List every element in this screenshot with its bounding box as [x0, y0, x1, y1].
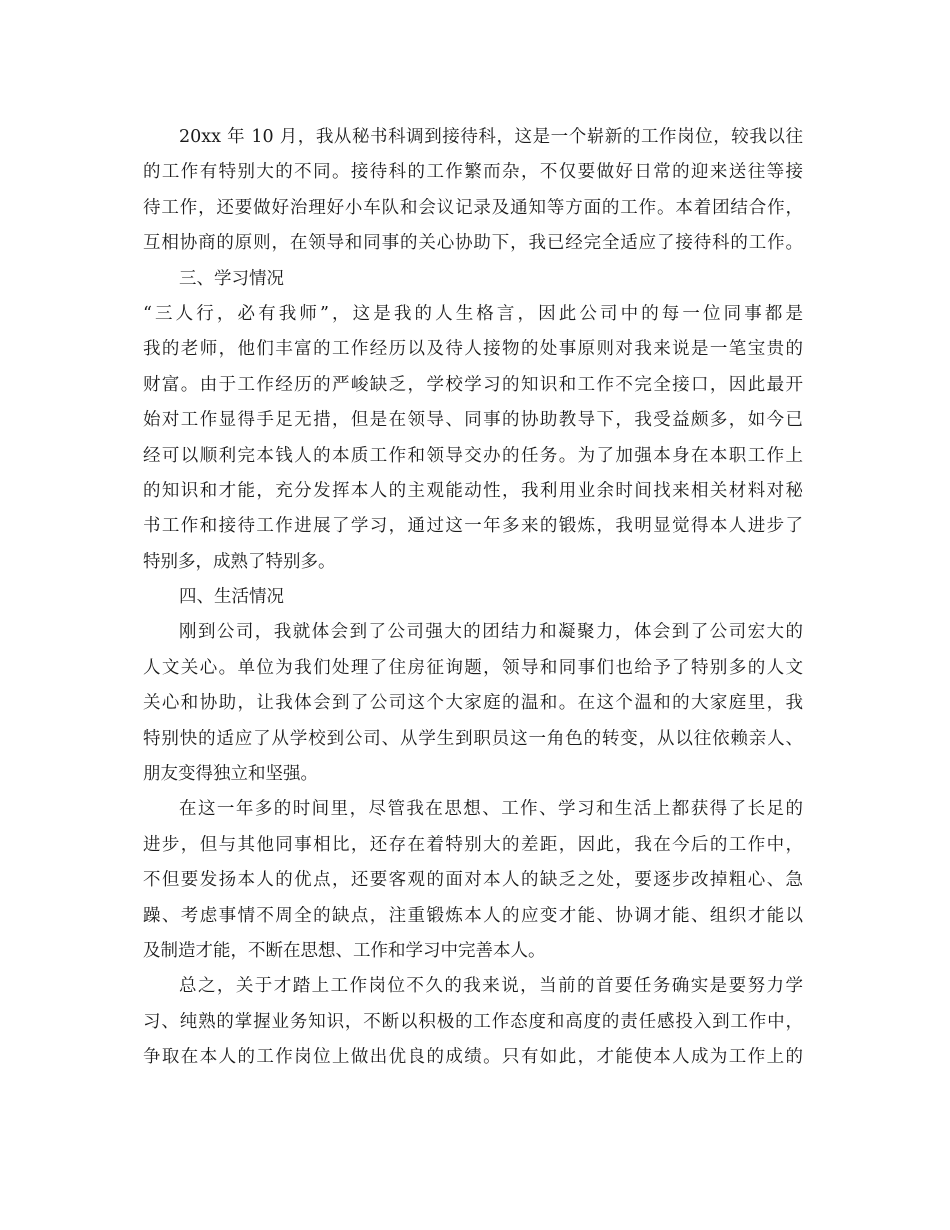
- section-heading-study: 三、学习情况: [179, 268, 284, 289]
- text-line: 20xx 年 10 月，我从秘书科调到接待科，这是一个崭新的工作岗位，较我以往: [179, 127, 803, 147]
- text-line: 人文关心。单位为我们处理了住房征询题，领导和同事们也给予了特别多的人文: [143, 657, 803, 678]
- text-line: 的知识和才能，充分发挥本人的主观能动性，我利用业余时间找来相关材料对秘: [143, 480, 803, 501]
- text-line: 不但要发扬本人的优点，还要客观的面对本人的缺乏之处，要逐步改掉粗心、急: [143, 870, 803, 891]
- text-line: 朋友变得独立和坚强。: [143, 764, 318, 785]
- text-line: 的工作有特别大的不同。接待科的工作繁而杂，不仅要做好日常的迎来送往等接: [143, 162, 803, 183]
- text-line: 关心和协助，让我体会到了公司这个大家庭的温和。在这个温和的大家庭里，我: [143, 693, 803, 714]
- document-body: [143, 120, 803, 1076]
- text-line: 特别多，成熟了特别多。: [143, 551, 336, 572]
- text-line: 书工作和接待工作进展了学习，通过这一年多来的锻炼，我明显觉得本人进步了: [143, 516, 803, 537]
- text-line: “三人行，必有我师”，这是我的人生格言，因此公司中的每一位同事都是: [143, 303, 803, 324]
- text-line: 始对工作显得手足无措，但是在领导、同事的协助教导下，我受益颇多，如今已: [143, 410, 803, 431]
- text-line: 财富。由于工作经历的严峻缺乏，学校学习的知识和工作不完全接口，因此最开: [143, 374, 803, 395]
- text-line: 经可以顺利完本钱人的本质工作和领导交办的任务。为了加强本身在本职工作上: [143, 445, 803, 466]
- text-line: 互相协商的原则，在领导和同事的关心协助下，我已经完全适应了接待科的工作。: [143, 233, 803, 254]
- text-line: 我的老师，他们丰富的工作经历以及待人接物的处事原则对我来说是一笔宝贵的: [143, 339, 803, 360]
- text-line: 进步，但与其他同事相比，还存在着特别大的差距，因此，我在今后的工作中，: [143, 834, 803, 855]
- text-line: 特别快的适应了从学校到公司、从学生到职员这一角色的转变，从以往依赖亲人、: [143, 728, 803, 749]
- text-line: 总之，关于才踏上工作岗位不久的我来说，当前的首要任务确实是要努力学: [179, 976, 803, 997]
- text-line: 及制造才能，不断在思想、工作和学习中完善本人。: [143, 940, 546, 961]
- text-line: 刚到公司，我就体会到了公司强大的团结力和凝聚力，体会到了公司宏大的: [179, 622, 803, 643]
- text-line: 躁、考虑事情不周全的缺点，注重锻炼本人的应变才能、协调才能、组织才能以: [143, 905, 803, 926]
- text-line: 待工作，还要做好治理好小车队和会议记录及通知等方面的工作。本着团结合作，: [143, 197, 803, 218]
- section-heading-life: 四、生活情况: [179, 587, 284, 608]
- text-line: 在这一年多的时间里，尽管我在思想、工作、学习和生活上都获得了长足的: [179, 799, 803, 820]
- text-line: 习、纯熟的掌握业务知识，不断以积极的工作态度和高度的责任感投入到工作中，: [143, 1011, 803, 1032]
- text-line: 争取在本人的工作岗位上做出优良的成绩。只有如此，才能使本人成为工作上的: [143, 1047, 803, 1068]
